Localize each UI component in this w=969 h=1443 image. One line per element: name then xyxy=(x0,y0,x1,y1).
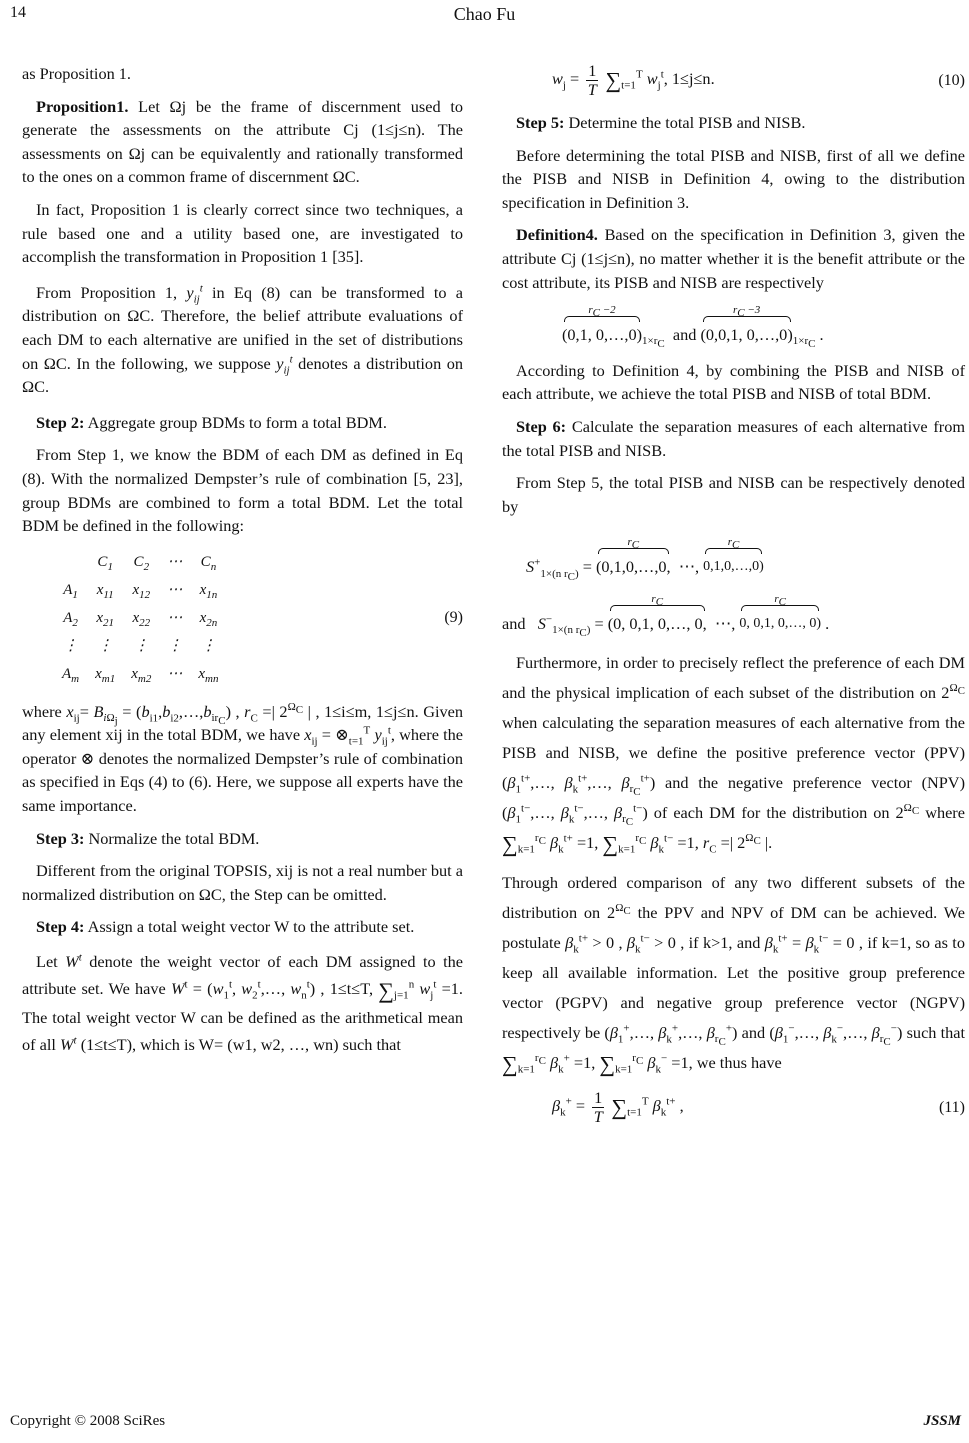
equation-number: (9) xyxy=(444,608,463,626)
paragraph: where $x_{ij}= B_{i\Omega_j}$ = $(b_{i1},b_{i2},\dots,b_{ir_C})$ , $r_C$ =| $2^{\Omega_C}$ | , 1≤i≤m, 1≤j≤n. Given any element xij in the total BDM, we have $x_{ij}$ = $\otimes_{t=1}^T$ $y_{ij}^t$, where the operator ⊗ denotes the normalized Dempster’s rule of combination as specified in Eqs (4) to (6). Here, we suppose all experts have the same importance. xyxy=(22,701,464,816)
step-5: Step 5: Determine the total PISB and NISB. xyxy=(516,113,806,132)
paragraph: From Step 5, the total PISB and NISB can be respectively denoted by xyxy=(502,473,965,516)
step-label: Step 4: xyxy=(36,917,85,937)
step-label: Step 5: xyxy=(516,113,565,132)
step-6: Step 6: Calculate the separation measures of each alternative from the total PISB and NISB. xyxy=(502,416,966,460)
copyright: Copyright © 2008 SciRes xyxy=(10,1413,166,1429)
equation-9 xyxy=(22,548,463,688)
equation-11: $\beta_k^+$ = $\frac{1}{T}$ $\sum_{t=1}^T$ $\beta_k^{t+}$ , (11) xyxy=(552,1088,965,1127)
step-label: Step 2: xyxy=(36,412,85,432)
page-header xyxy=(0,0,969,30)
journal-name: JSSM xyxy=(923,1413,961,1429)
paragraph: Furthermore, in order to precisely reflect the preference of each DM and the physical implication of each subset of the distribution on $2^{\Omega_C}$ when calculating the separation measures of each alternative from the PISB and NISB, we define the positive preference vector (PPV) ($\beta_1^{t+},\dots$, $\beta_k^{t+},\dots$, $\beta_{r_C}^{t+}$) and the negative preference vector (NPV) ($\beta_1^{t-},\dots$, $\beta_k^{t-},\dots$, $\beta_{r_C}^{t-}$) of each DM for the distribution on $2^{\Omega_C}$ where $\sum_{k=1}^{r_C}$ $\beta_k^{t+} =1$, $\sum_{k=1}^{r_C}$ $\beta_k^{t-} =1$, $r_C$ =| $2^{\Omega_C}$ |. xyxy=(502,652,965,856)
proposition-label: Proposition1. xyxy=(36,96,129,116)
equation-number: (10) xyxy=(938,71,965,89)
page-number: 14 xyxy=(10,4,26,21)
equation-total-pisb: $S^+_{1\times(n r_C)}$ = $r_C$ (0,1,0,…,0, ⋯, $r_C$ 0,1,0,…,0) xyxy=(526,536,764,583)
step-label: Step 6: xyxy=(516,416,567,436)
step-2: Step 2: Aggregate group BDMs to form a total BDM. xyxy=(36,412,387,432)
step-label: Step 3: xyxy=(36,828,85,848)
proposition-text: Let Ωj be the frame of discernment used to generate the assessments on the attribute Cj (1≤j≤n). The assessments on Ωj can be equivalently and rationally transformed to the ones on a common frame of discernment ΩC. xyxy=(22,96,463,187)
equation-total-nisb: and $S^-_{1\times(n r_C)}$ = $r_C$ (0, 0,1, 0,…, 0, ⋯, $r_C$ 0, 0,1, 0,…, 0) . xyxy=(502,592,830,640)
paragraph: From Step 1, we know the BDM of each DM as defined in Eq (8). With the normalized Dempster’s rule of combination [5, 23], group BDMs are combined to form a total BDM. Let the total BDM be defined in the following: xyxy=(22,445,463,536)
paragraph: Let $W^t$ denote the weight vector of each DM assigned to the attribute set. We have $W^t = (w_1^t$, $w_2^t,\dots$, $w_n^t$) , 1≤t≤T, $\sum_{j=1}^n$ $w_j^t =1$. The total weight vector W can be defined as the arithmetical mean of all $W^t$ (1≤t≤T), which is W= (w1, w2, …, wn) such that xyxy=(22,951,463,1054)
equation-number: (11) xyxy=(938,1098,965,1116)
equation-10: $w_j$ = $\frac{1}{T}$ $\sum_{t=1}^T$ $w_j^t$, 1≤j≤n. (10) xyxy=(552,61,965,99)
paragraph: In fact, Proposition 1 is clearly correct since two techniques, a rule based one and a utility based one, are investigated to accomplish the transformation in Proposition 1 [35]. xyxy=(22,199,463,267)
paragraph: Through ordered comparison of any two different subsets of the distribution on $2^{\Omega_C}$ the PPV and NPV of DM can be achieved. We postulate $\beta_k^{t+} > 0$ , $\beta_k^{t-} > 0$ , if k>1, and $\beta_k^{t+} = \beta_k^{t-} = 0$ , if k=1, so as to keep all available information. Let the positive group preference vector (PGPV) and negative group preference vector (NGPV) respectively be ($\beta_1^+,\dots$, $\beta_k^+,\dots$, $\beta_{r_C}^+$) and ($\beta_1^-,\dots$, $\beta_k^-,\dots$, $\beta_{r_C}^-$) such that $\sum_{k=1}^{r_C}$ $\beta_k^+ =1$, $\sum_{k=1}^{r_C}$ $\beta_k^- =1$, we thus have xyxy=(502,872,966,1077)
left-column xyxy=(22,62,463,1067)
paragraph: Before determining the total PISB and NISB, first of all we define the PISB and NISB in Definition 4, owing to the distribution specification in Definition 3. xyxy=(502,145,965,212)
definition-4: Definition4. Based on the specification in Definition 3, given the attribute Cj (1≤j≤n), no matter whether it is the benefit attribute or the cost attribute, its PISB and NISB are respectively xyxy=(502,225,965,292)
paragraph: From Proposition 1, $y_{ij}^t$ in Eq (8) can be transformed to a distribution on ΩC. Therefore, the belief attribute evaluations of each DM to each alternative are unified in the set of distributions on ΩC. In the following, we suppose $y_{ij}^t$ denotes a distribution on ΩC. xyxy=(22,282,464,397)
equation-pisb-nisb: $r_C -2$ (0,1, 0,…,0) $_{1\times r_C}$ and $r_C -3$ (0,0,1, 0,…,0) $_{1\times r_C}$ . xyxy=(562,304,824,351)
step-4: Step 4: Assign a total weight vector W to the attribute set. xyxy=(36,917,415,937)
paragraph: According to Definition 4, by combining the PISB and NISB of each attribute, we achieve the total PISB and NISB of total BDM. xyxy=(502,360,965,404)
bdm-matrix: $C_1$ $C_2$ ⋯ $C_n$ $A_1$ $x_{11}$ $x_{12}$ ⋯ $x_{1n}$ $A_2$ $x_{21}$ $x_{22}$ ⋯ $x_{2n}$ ⋮ ⋮ ⋮ ⋮ ⋮ $A_m$ $x_{m1}$ $x_{m2}$ ⋯ $x_{mn}$ xyxy=(62,553,219,685)
proposition-1 xyxy=(22,95,463,189)
step-3: Step 3: Normalize the total BDM. xyxy=(36,828,260,848)
definition-label: Definition4. xyxy=(516,225,598,245)
paragraph: Different from the original TOPSIS, xij is not a real number but a normalized distribution on ΩC, the Step can be omitted. xyxy=(22,861,463,904)
paragraph: as Proposition 1. xyxy=(22,64,132,83)
right-column xyxy=(502,62,965,1138)
running-head: Chao Fu xyxy=(453,4,516,24)
